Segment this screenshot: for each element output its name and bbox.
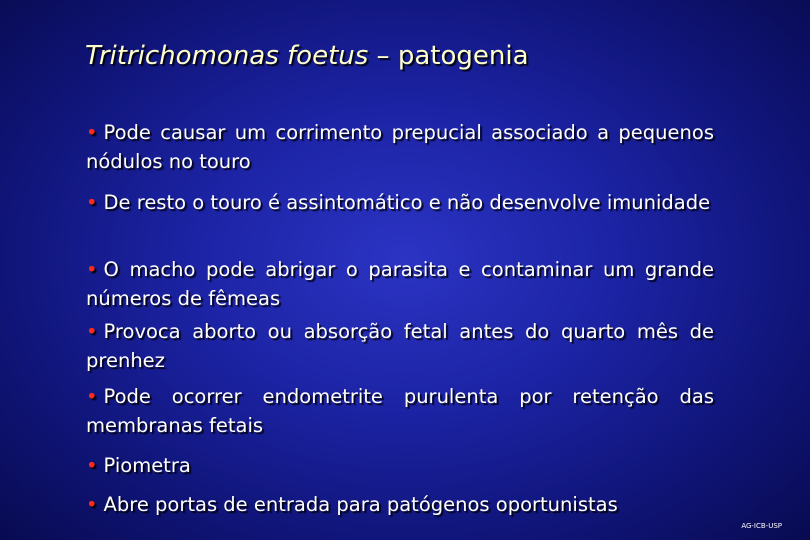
slide-title — [85, 38, 529, 74]
bullet-text: O macho pode abrigar o parasita e contaminar um grande números de fêmeas — [86, 258, 714, 310]
bullet-text: Piometra — [103, 454, 191, 477]
bullet-item — [86, 118, 714, 176]
bullet-dot: • — [86, 320, 98, 343]
title-species: Tritrichomonas foetus — [85, 41, 369, 71]
bullet-dot: • — [86, 258, 98, 281]
bullet-dot: • — [86, 493, 98, 516]
bullet-item — [86, 451, 714, 480]
bullet-dot: • — [86, 191, 98, 214]
bullet-item — [86, 490, 714, 519]
bullet-item — [86, 188, 714, 217]
bullet-text: Abre portas de entrada para patógenos oportunistas — [103, 493, 618, 516]
bullet-dot: • — [86, 385, 98, 408]
bullet-item — [86, 317, 714, 375]
title-separator: – — [368, 41, 398, 71]
bullet-dot: • — [86, 454, 98, 477]
bullet-dot: • — [86, 121, 98, 144]
credit-label: AG-ICB-USP — [741, 522, 782, 530]
title-topic: patogenia — [397, 41, 529, 71]
bullet-text: Provoca aborto ou absorção fetal antes do quarto mês de prenhez — [86, 320, 714, 372]
bullet-item — [86, 382, 714, 440]
bullet-text: Pode ocorrer endometrite purulenta por retenção das membranas fetais — [86, 385, 714, 437]
bullet-item — [86, 255, 714, 313]
bullet-text: De resto o touro é assintomático e não desenvolve imunidade — [103, 191, 711, 214]
bullet-text: Pode causar um corrimento prepucial associado a pequenos nódulos no touro — [86, 121, 714, 173]
